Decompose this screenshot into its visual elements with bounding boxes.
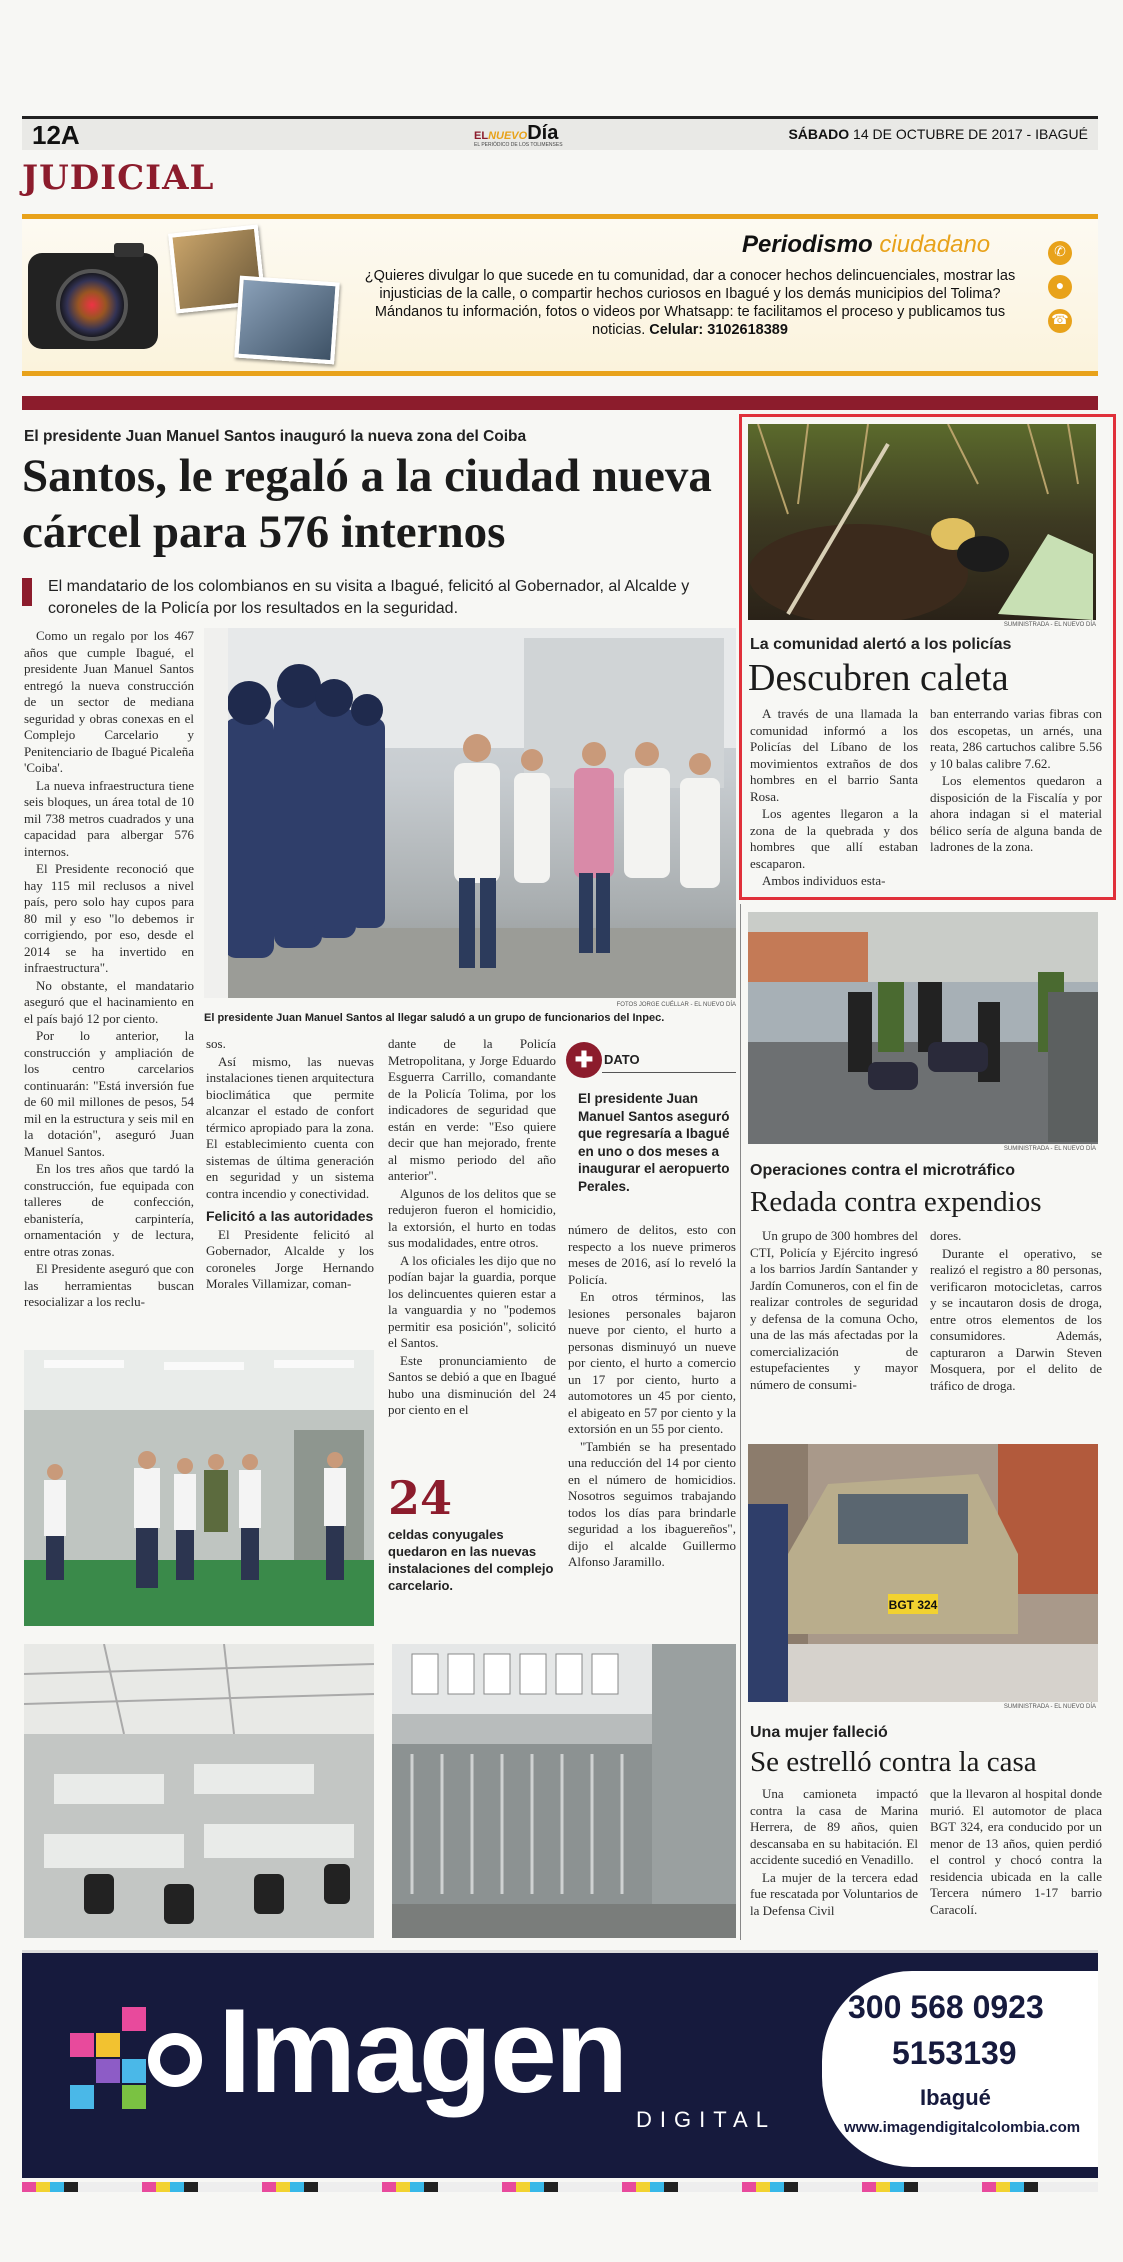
banner-phone-label: Celular:: [649, 322, 704, 338]
redada-photo: [748, 912, 1098, 1144]
masthead-nuevo: NUEVO: [488, 130, 528, 142]
main-photo-scene: [204, 628, 736, 998]
camera-lens-icon: [56, 269, 128, 341]
crash-scene: [748, 1444, 1098, 1702]
cellblock-photo: [392, 1644, 736, 1938]
dato-icon: ✚: [566, 1042, 602, 1078]
crash-column-1: [750, 1786, 918, 1920]
main-headline: Santos, le regaló a la ciudad nueva cárcel para 576 internos: [22, 450, 712, 558]
banner-maroon-rule: [22, 396, 1098, 410]
whatsapp-icon: ✆: [1048, 241, 1072, 265]
masthead-tagline: EL PERIÓDICO DE LOS TOLIMENSES: [474, 142, 563, 148]
column-subhead: Felicitó a las autoridades: [206, 1208, 374, 1224]
banner-phone: 3102618389: [707, 322, 788, 338]
page-number: 12A: [32, 120, 80, 150]
stat-number: 24: [388, 1471, 453, 1525]
ad-city: Ibagué: [920, 2085, 991, 2110]
caleta-scene: [748, 424, 1096, 620]
ad-contact-card: [822, 1971, 1098, 2167]
dato-text: El presidente Juan Manuel Santos aseguró que regresaría a Ibagué en uno o dos meses a inaugurar el aeropuerto Perales.: [578, 1091, 730, 1194]
banner-title-b: ciudadano: [879, 231, 991, 258]
ad-phone-2: 5153139: [892, 2035, 1017, 2071]
banner-text: [350, 267, 1030, 339]
masthead-logo: [474, 122, 563, 148]
dato-label: DATO: [604, 1052, 640, 1067]
citizen-journalism-banner: [22, 214, 1098, 376]
stat-text: celdas conyugales quedaron en las nuevas instalaciones del complejo carcelario.: [388, 1527, 554, 1593]
caleta-photo: [748, 424, 1096, 620]
paragraph: No obstante, el mandatario aseguró que el hacinamiento en el país bajó 12 por ciento.: [24, 977, 194, 1026]
date-weekday: SÁBADO: [788, 126, 850, 142]
main-photo-caption: El presidente Juan Manuel Santos al llegar saludó a un grupo de funcionarios del Inpec.: [204, 1012, 665, 1024]
paragraph: Así mismo, las nuevas instalaciones tienen arquitectura bioclimática que permite alcanzar el estado de confort térmico apropiado para la zona. El establecimiento cuenta con sistemas de última generación en seguridad y un sistema contra incendio y conectividad.: [206, 1053, 374, 1201]
main-column-2: [206, 1036, 374, 1294]
paragraph: El Presidente felicitó al Gobernador, Alcalde y los coroneles Jorge Hernando Morales Villamizar, coman-: [206, 1226, 374, 1291]
cellblock-scene: [392, 1644, 736, 1938]
paragraph: sos.: [206, 1036, 226, 1051]
banner-title: [742, 231, 990, 259]
camera-flash: [114, 243, 144, 257]
crash-photo: [748, 1444, 1098, 1702]
dato-rule: [602, 1072, 736, 1073]
banner-photo-2: [234, 276, 339, 365]
lead-marker: [22, 578, 32, 606]
paragraph: número de delitos, esto con respecto a los nueve primeros meses de 2016, así lo reveló la Policía.: [568, 1222, 736, 1287]
paragraph: dores.: [930, 1228, 962, 1243]
location-icon: ●: [1048, 275, 1072, 299]
paragraph: Los elementos quedaron a disposición de la Fiscalía y por ahora indagan si el material bélico sería de alguna banda de ladrones de la zona.: [930, 773, 1102, 854]
main-photo: [204, 628, 736, 998]
caleta-photo-credit: SUMINISTRADA - EL NUEVO DÍA: [1003, 622, 1096, 628]
redada-scene: [748, 912, 1098, 1144]
workshop-photo: [24, 1350, 374, 1626]
paragraph: A los oficiales les dijo que no podían bajar la guardia, porque los delincuentes quieren estar a la vanguardia y no "podemos permitir esa posición", solicitó el Santos.: [388, 1252, 556, 1350]
column-rule: [740, 904, 741, 1940]
section-title: JUDICIAL: [22, 158, 215, 198]
paragraph: Por lo anterior, la construcción y ampliación de los centro carcelarios continuarán: "Está inversión fue de 60 mil millones de pesos, 54 mil en la estructura y seis mil en la dotación", aseguró Juan Manuel Santos.: [24, 1028, 194, 1159]
crash-column-2: [930, 1786, 1102, 1919]
caleta-column-1: [750, 706, 918, 891]
caleta-kicker: La comunidad alertó a los policías: [750, 636, 1012, 653]
paragraph: En los tres años que tardó la construcción, fue equipada con talleres de confección, ebanistería, carpintería, ornamentación y de lectura, entre otras zonas.: [24, 1161, 194, 1259]
sewing-room-scene: [24, 1644, 374, 1938]
date-text: 14 DE OCTUBRE DE 2017 - IBAGUÉ: [853, 126, 1088, 142]
stat-box: [388, 1471, 556, 1594]
ad-url: www.imagendigitalcolombia.com: [844, 2119, 1081, 2136]
paragraph: La mujer de la tercera edad fue rescatada por Voluntarios de la Defensa Civil: [750, 1869, 918, 1918]
masthead-el: EL: [474, 130, 489, 142]
ad-brand: Imagen: [218, 1984, 627, 2118]
print-registration-bar: [22, 2182, 1098, 2192]
banner-body: ¿Quieres divulgar lo que sucede en tu comunidad, dar a conocer hechos delincuenciales, mostrar las injusticias de la calle, o compartir hechos curiosos en Ibagué y los demás municipios del Tolima? Mándanos tu información, fotos o videos por Whatsapp: te facilitamos el proceso y publicamos tus noticias.: [364, 268, 1016, 338]
paragraph: dante de la Policía Metropolitana, y Jorge Eduardo Esguerra Carrillo, comandante de la Policía Tolima, por los indicadores de seguridad que están en verde: "Eso quiere decir que han mejorado, frente al mismo periodo del año anterior".: [388, 1036, 556, 1183]
paragraph: "También se ha presentado una reducción del 14 por ciento en el número de homicidios. Nosotros seguimos trabajando todos los días para brindarle seguridad a los ibaguereños", dijo el alcalde Guillermo Alfonso Jaramillo.: [568, 1438, 736, 1569]
paragraph: Ambos individuos esta-: [762, 873, 886, 888]
issue-date: [788, 126, 1088, 142]
license-plate: BGT 324: [888, 1598, 938, 1612]
camera-illustration: [28, 229, 168, 359]
workshop-photo-scene: [24, 1350, 374, 1626]
phone-icon: ☎: [1048, 309, 1072, 333]
paragraph: que la llevaron al hospital donde murió. El automotor de placa BGT 324, era conducido por un menor de 13 años, quien perdió el control y chocó contra la residencia ubicada en la calle Tercera número 1-17 barrio Caracolí.: [930, 1786, 1102, 1917]
sewing-room-photo: [24, 1644, 374, 1938]
paragraph: Como un regalo por los 467 años que cumple Ibagué, el presidente Juan Manuel Santos entregó la nueva construcción de un sector de mediana seguridad y obras conexas en el Complejo Carcelario y Penitenciario de Ibagué Picaleña 'Coiba'.: [24, 628, 195, 775]
main-photo-credit: FOTOS JORGE CUÉLLAR - EL NUEVO DÍA: [616, 1002, 736, 1008]
ad-sub: DIGITAL: [636, 2107, 776, 2132]
redada-headline: Redada contra expendios: [750, 1186, 1042, 1218]
ad-phone-1: 300 568 0923: [848, 1989, 1044, 2025]
paragraph: En otros términos, las lesiones personales bajaron nueve por ciento, el hurto a personas disminuyó un nueve por ciento, el hurto a comercio un 17 por ciento, hurto a automotores un 45 por ciento, el abigeato en 57 por ciento y la extorsión en un 55 por ciento.: [568, 1289, 736, 1436]
main-column-3: [388, 1036, 556, 1420]
main-lead: El mandatario de los colombianos en su visita a Ibagué, felicitó al Gobernador, al Alcalde y coroneles de la Policía por los resultados en la seguridad.: [48, 578, 690, 617]
dato-box: [566, 1042, 736, 1210]
imagen-logo-icon: [70, 2003, 200, 2133]
paragraph: El Presidente reconoció que hay 115 mil reclusos a nivel país, pero solo hay cupos para 80 mil y eso "lo debemos ir corrigiendo, por eso, desde el 2014 se ha invertido en infraestructura".: [24, 861, 194, 975]
redada-column-1: [750, 1228, 918, 1394]
crash-kicker: Una mujer falleció: [750, 1724, 888, 1741]
paragraph: Un grupo de 300 hombres del CTI, Policía y Ejército ingresó a los barrios Jardín Santander y Jardín Comuneros, con el fin de realizar controles de seguridad y defensa de la comuna Ocho, una de las más afectadas por la comercialización de estupefacientes y mayor número de consumi-: [750, 1228, 918, 1392]
redada-column-2: [930, 1228, 1102, 1395]
main-kicker: El presidente Juan Manuel Santos inauguró la nueva zona del Coiba: [24, 428, 527, 445]
paragraph: El Presidente aseguró que con las herramientas buscan resocializar a los reclu-: [24, 1261, 194, 1309]
paragraph: Este pronunciamiento de Santos se debió a que en Ibagué hubo una disminución del 24 por ciento en el: [388, 1352, 556, 1417]
paragraph: Durante el operativo, se realizó el registro a 80 personas, verificaron motocicletas, carros y se incautaron dosis de droga, entre otros elementos de los consumidores. Además, capturaron a Darwin Steven Mosquera, por el delito de tráfico de droga.: [930, 1245, 1102, 1393]
imagen-digital-ad: [22, 1950, 1098, 2178]
caleta-headline: Descubren caleta: [748, 657, 1009, 699]
caleta-column-2: [930, 706, 1102, 857]
paragraph: Los agentes llegaron a la zona de la quebrada y dos hombres que allí estaban escaparon.: [750, 806, 918, 871]
paragraph: La nueva infraestructura tiene seis bloques, un área total de 10 mil 738 metros cuadrados y una capacidad para albergar 576 internos.: [24, 777, 194, 859]
paragraph: Una camioneta impactó contra la casa de Marina Herrera, de 89 años, quien descansaba en su habitación. El accidente sucedió en Venadillo.: [750, 1786, 918, 1867]
paragraph: ban enterrando varias fibras con dos escopetas, un arnés, una reata, 286 cartuchos calibre 5.56 y 10 balas calibre 7.62.: [930, 706, 1102, 771]
banner-title-a: Periodismo: [742, 231, 873, 258]
crash-photo-credit: SUMINISTRADA - EL NUEVO DÍA: [1003, 1704, 1096, 1710]
masthead-dia: Día: [527, 122, 559, 144]
redada-photo-credit: SUMINISTRADA - EL NUEVO DÍA: [1003, 1146, 1096, 1152]
main-column-4: [568, 1222, 736, 1572]
crash-headline: Se estrelló contra la casa: [750, 1746, 1037, 1778]
main-column-1: [24, 628, 194, 1312]
redada-kicker: Operaciones contra el microtráfico: [750, 1162, 1015, 1179]
paragraph: A través de una llamada la comunidad informó a los Policías del Líbano de los movimientos extraños de dos hombres en el barrio Santa Rosa.: [750, 706, 918, 804]
page-header: [22, 116, 1098, 150]
paragraph: Algunos de los delitos que se redujeron fueron el homicidio, la extorsión, el hurto en todas sus modalidades, entre otros.: [388, 1185, 556, 1250]
